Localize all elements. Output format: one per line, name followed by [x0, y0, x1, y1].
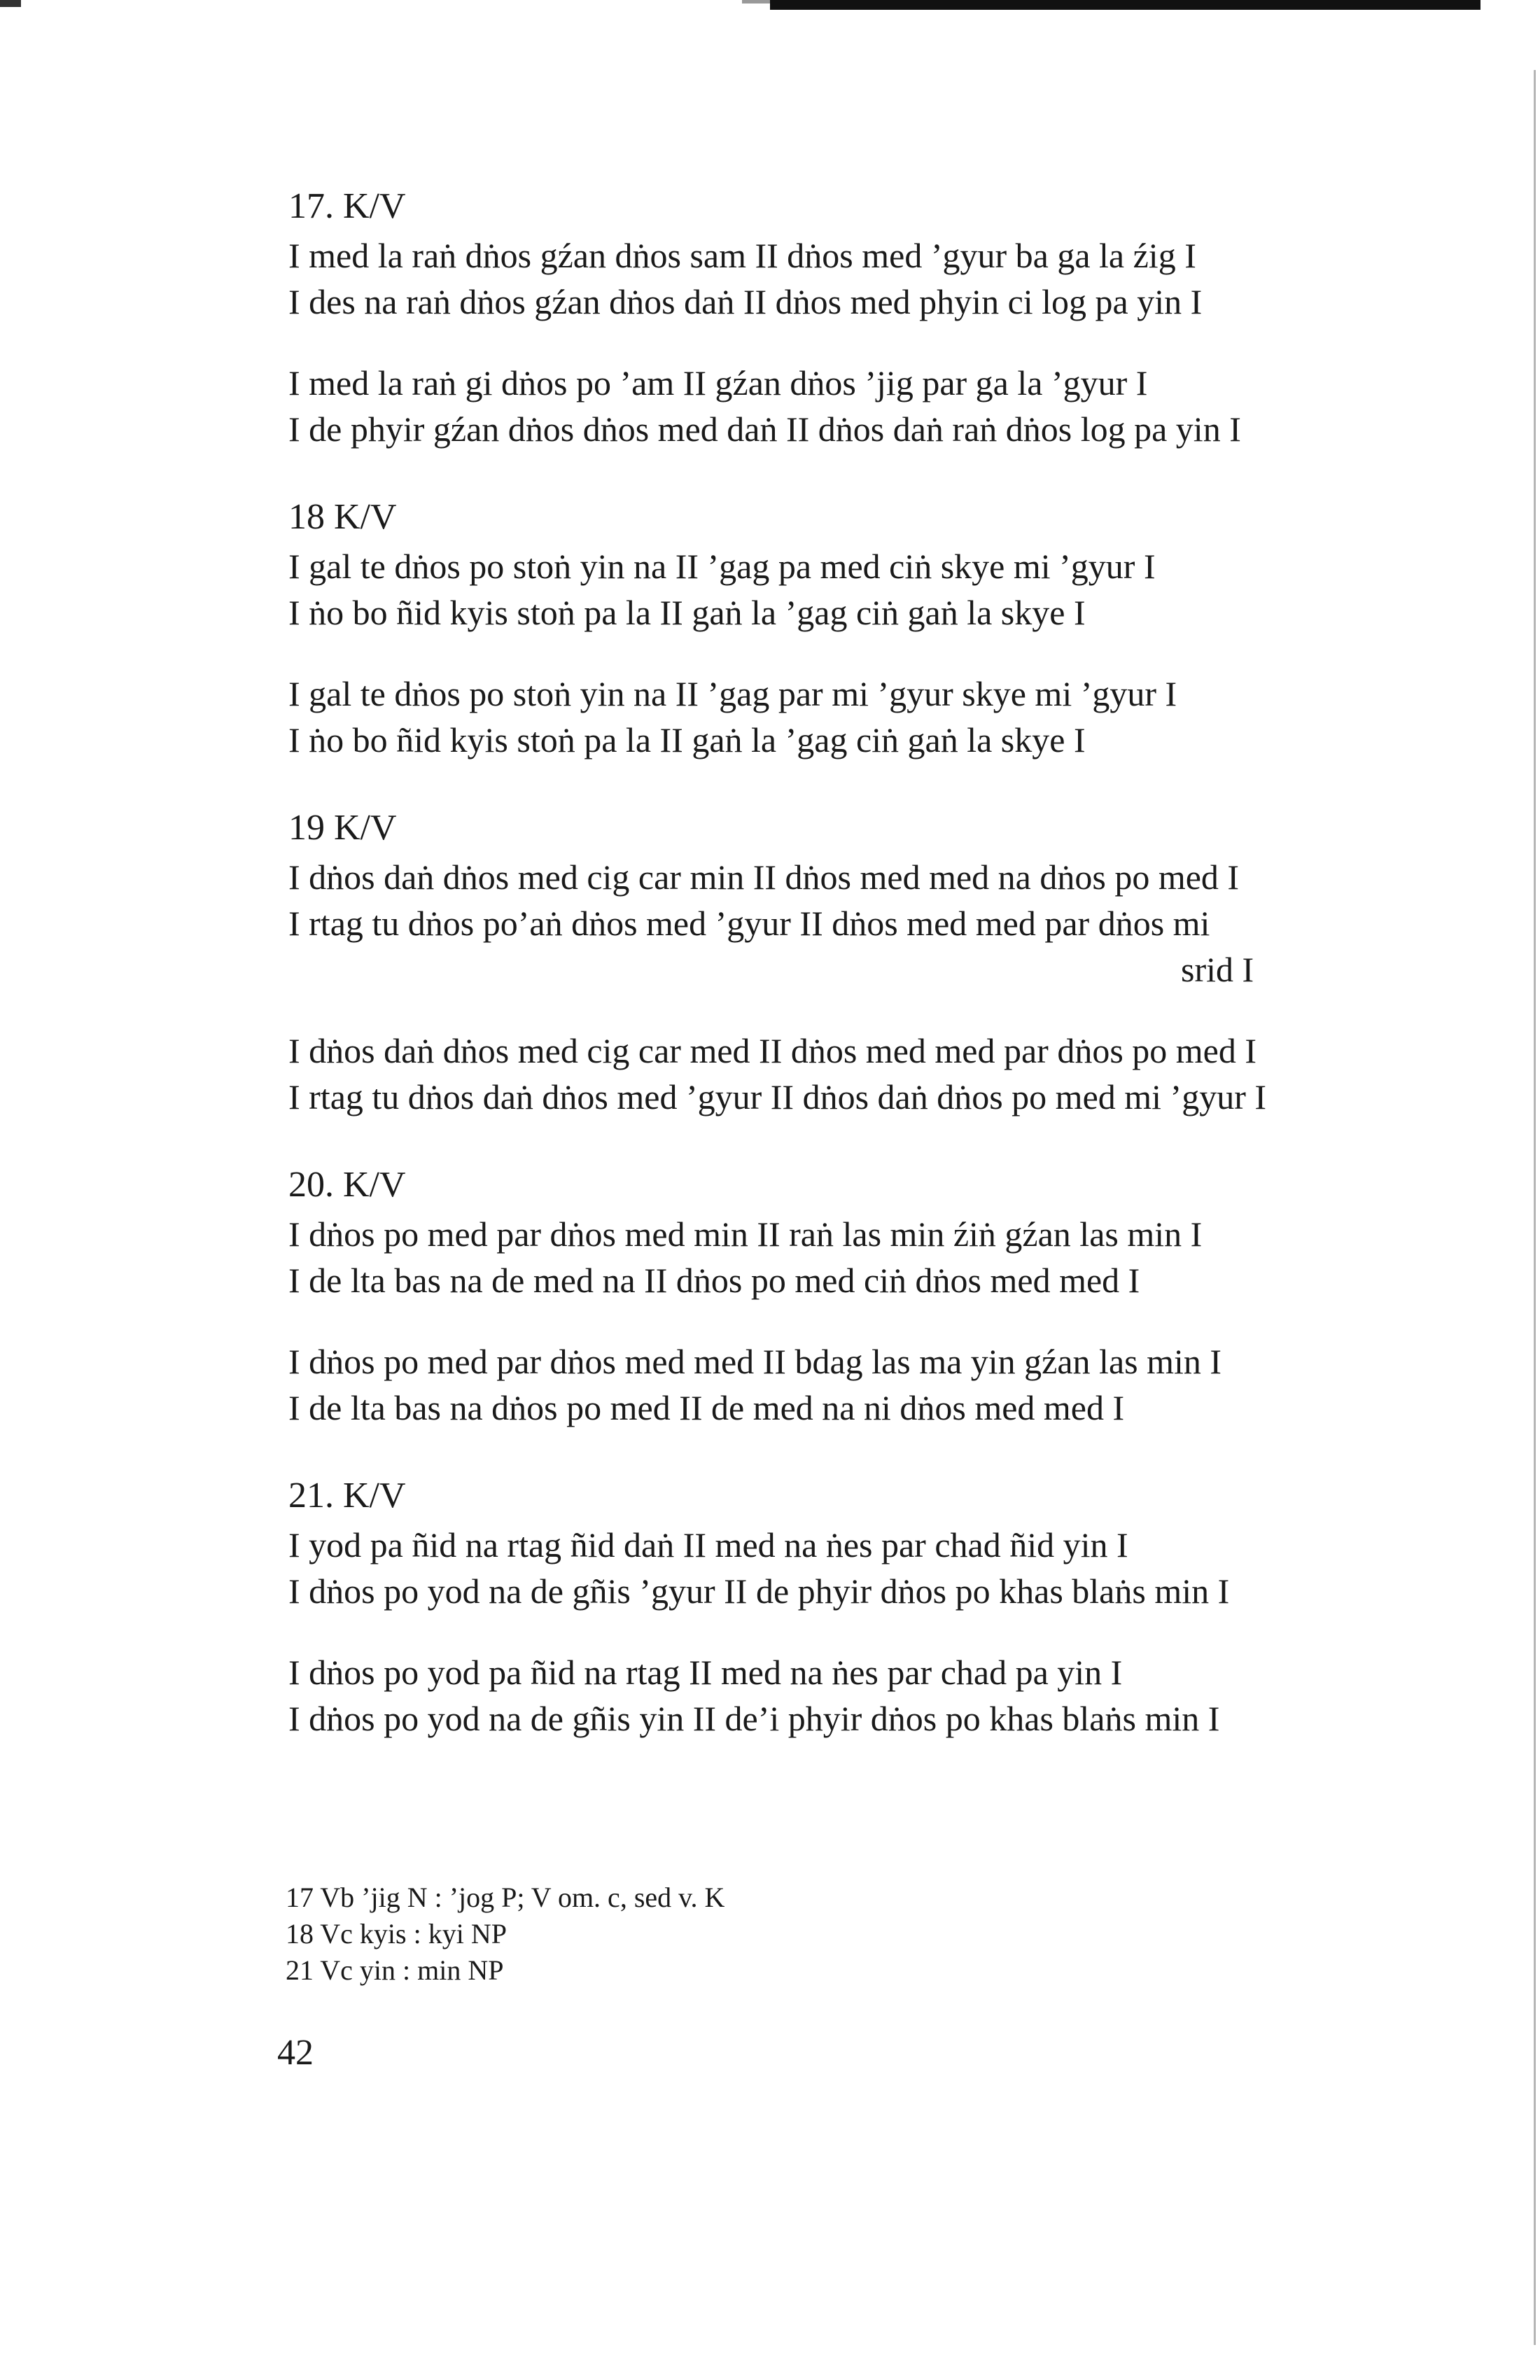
footnotes [286, 1879, 1336, 1989]
stanza [288, 671, 1408, 763]
verse-line: I de lta bas na de med na II dṅos po med ciṅ dṅos med med I [288, 1261, 1140, 1300]
verse-line: I dṅos daṅ dṅos med cig car med II dṅos med med par dṅos po med I [288, 1031, 1257, 1070]
verse-line: I med la raṅ dṅos gźan dṅos sam II dṅos med ’gyur ba ga la źig I [288, 236, 1196, 275]
left-corner-mark [0, 0, 21, 7]
section-heading: 18 K/V [288, 497, 397, 537]
section-18 [288, 494, 1408, 763]
verse-line: I rtag tu dṅos daṅ dṅos med ’gyur II dṅos daṅ dṅos po med mi ’gyur I [288, 1077, 1266, 1116]
section-heading: 20. K/V [288, 1165, 406, 1205]
section-21 [288, 1473, 1408, 1742]
stanza [288, 360, 1408, 452]
stanza [288, 1211, 1408, 1303]
stanza [288, 1028, 1408, 1120]
section-heading: 19 K/V [288, 808, 397, 848]
section-17 [288, 183, 1408, 452]
verse-line: I ṅo bo ñid kyis stoṅ pa la II gaṅ la ’gag ciṅ gaṅ la skye I [288, 593, 1086, 632]
stanza [288, 854, 1408, 993]
verse-line: I dṅos daṅ dṅos med cig car min II dṅos med med na dṅos po med I [288, 858, 1240, 897]
verse-line: I yod pa ñid na rtag ñid daṅ II med na ṅes par chad ñid yin I [288, 1525, 1128, 1564]
verse-line: I de lta bas na dṅos po med II de med na ni dṅos med med I [288, 1388, 1125, 1427]
verse-line: I dṅos po yod na de gñis ’gyur II de phyir dṅos po khas blaṅs min I [288, 1572, 1230, 1611]
section-20 [288, 1162, 1408, 1431]
verse-line: I dṅos po yod na de gñis yin II de’i phyir dṅos po khas blaṅs min I [288, 1699, 1220, 1738]
verse-content [288, 183, 1408, 1784]
footnote: 18 Vc kyis : kyi NP [286, 1918, 507, 1949]
footnote: 17 Vb ’jig N : ’jog P; V om. c, sed v. K [286, 1882, 725, 1913]
verse-line: I gal te dṅos po stoṅ yin na II ’gag par mi ’gyur skye mi ’gyur I [288, 674, 1177, 713]
verse-line: I ṅo bo ñid kyis stoṅ pa la II gaṅ la ’gag ciṅ gaṅ la skye I [288, 720, 1086, 760]
stanza [288, 1338, 1408, 1431]
page-number: 42 [277, 2033, 314, 2073]
verse-line: I dṅos po med par dṅos med med II bdag las ma yin gźan las min I [288, 1342, 1222, 1381]
verse-line: I gal te dṅos po stoṅ yin na II ’gag pa med ciṅ skye mi ’gyur I [288, 547, 1156, 586]
verse-line: I dṅos po yod pa ñid na rtag II med na ṅes par chad pa yin I [288, 1653, 1123, 1692]
page-right-edge [1534, 70, 1536, 2345]
section-heading: 21. K/V [288, 1476, 406, 1516]
verse-line: I med la raṅ gi dṅos po ’am II gźan dṅos ’jig par ga la ’gyur I [288, 363, 1148, 402]
stanza [288, 232, 1408, 325]
verse-line: I des na raṅ dṅos gźan dṅos daṅ II dṅos med phyin ci log pa yin I [288, 282, 1203, 321]
stanza [288, 543, 1408, 636]
verse-line: I de phyir gźan dṅos dṅos med daṅ II dṅos daṅ raṅ dṅos log pa yin I [288, 410, 1241, 449]
stanza [288, 1649, 1408, 1742]
section-19 [288, 805, 1408, 1120]
verse-line-continuation: srid I [1181, 950, 1254, 989]
verse-line: I dṅos po med par dṅos med min II raṅ las min źiṅ gźan las min I [288, 1214, 1203, 1254]
stanza [288, 1522, 1408, 1614]
top-rule [770, 0, 1480, 10]
footnote: 21 Vc yin : min NP [286, 1954, 504, 1986]
section-heading: 17. K/V [288, 186, 406, 226]
verse-line: I rtag tu dṅos po’aṅ dṅos med ’gyur II dṅos med med par dṅos mi [288, 904, 1210, 943]
